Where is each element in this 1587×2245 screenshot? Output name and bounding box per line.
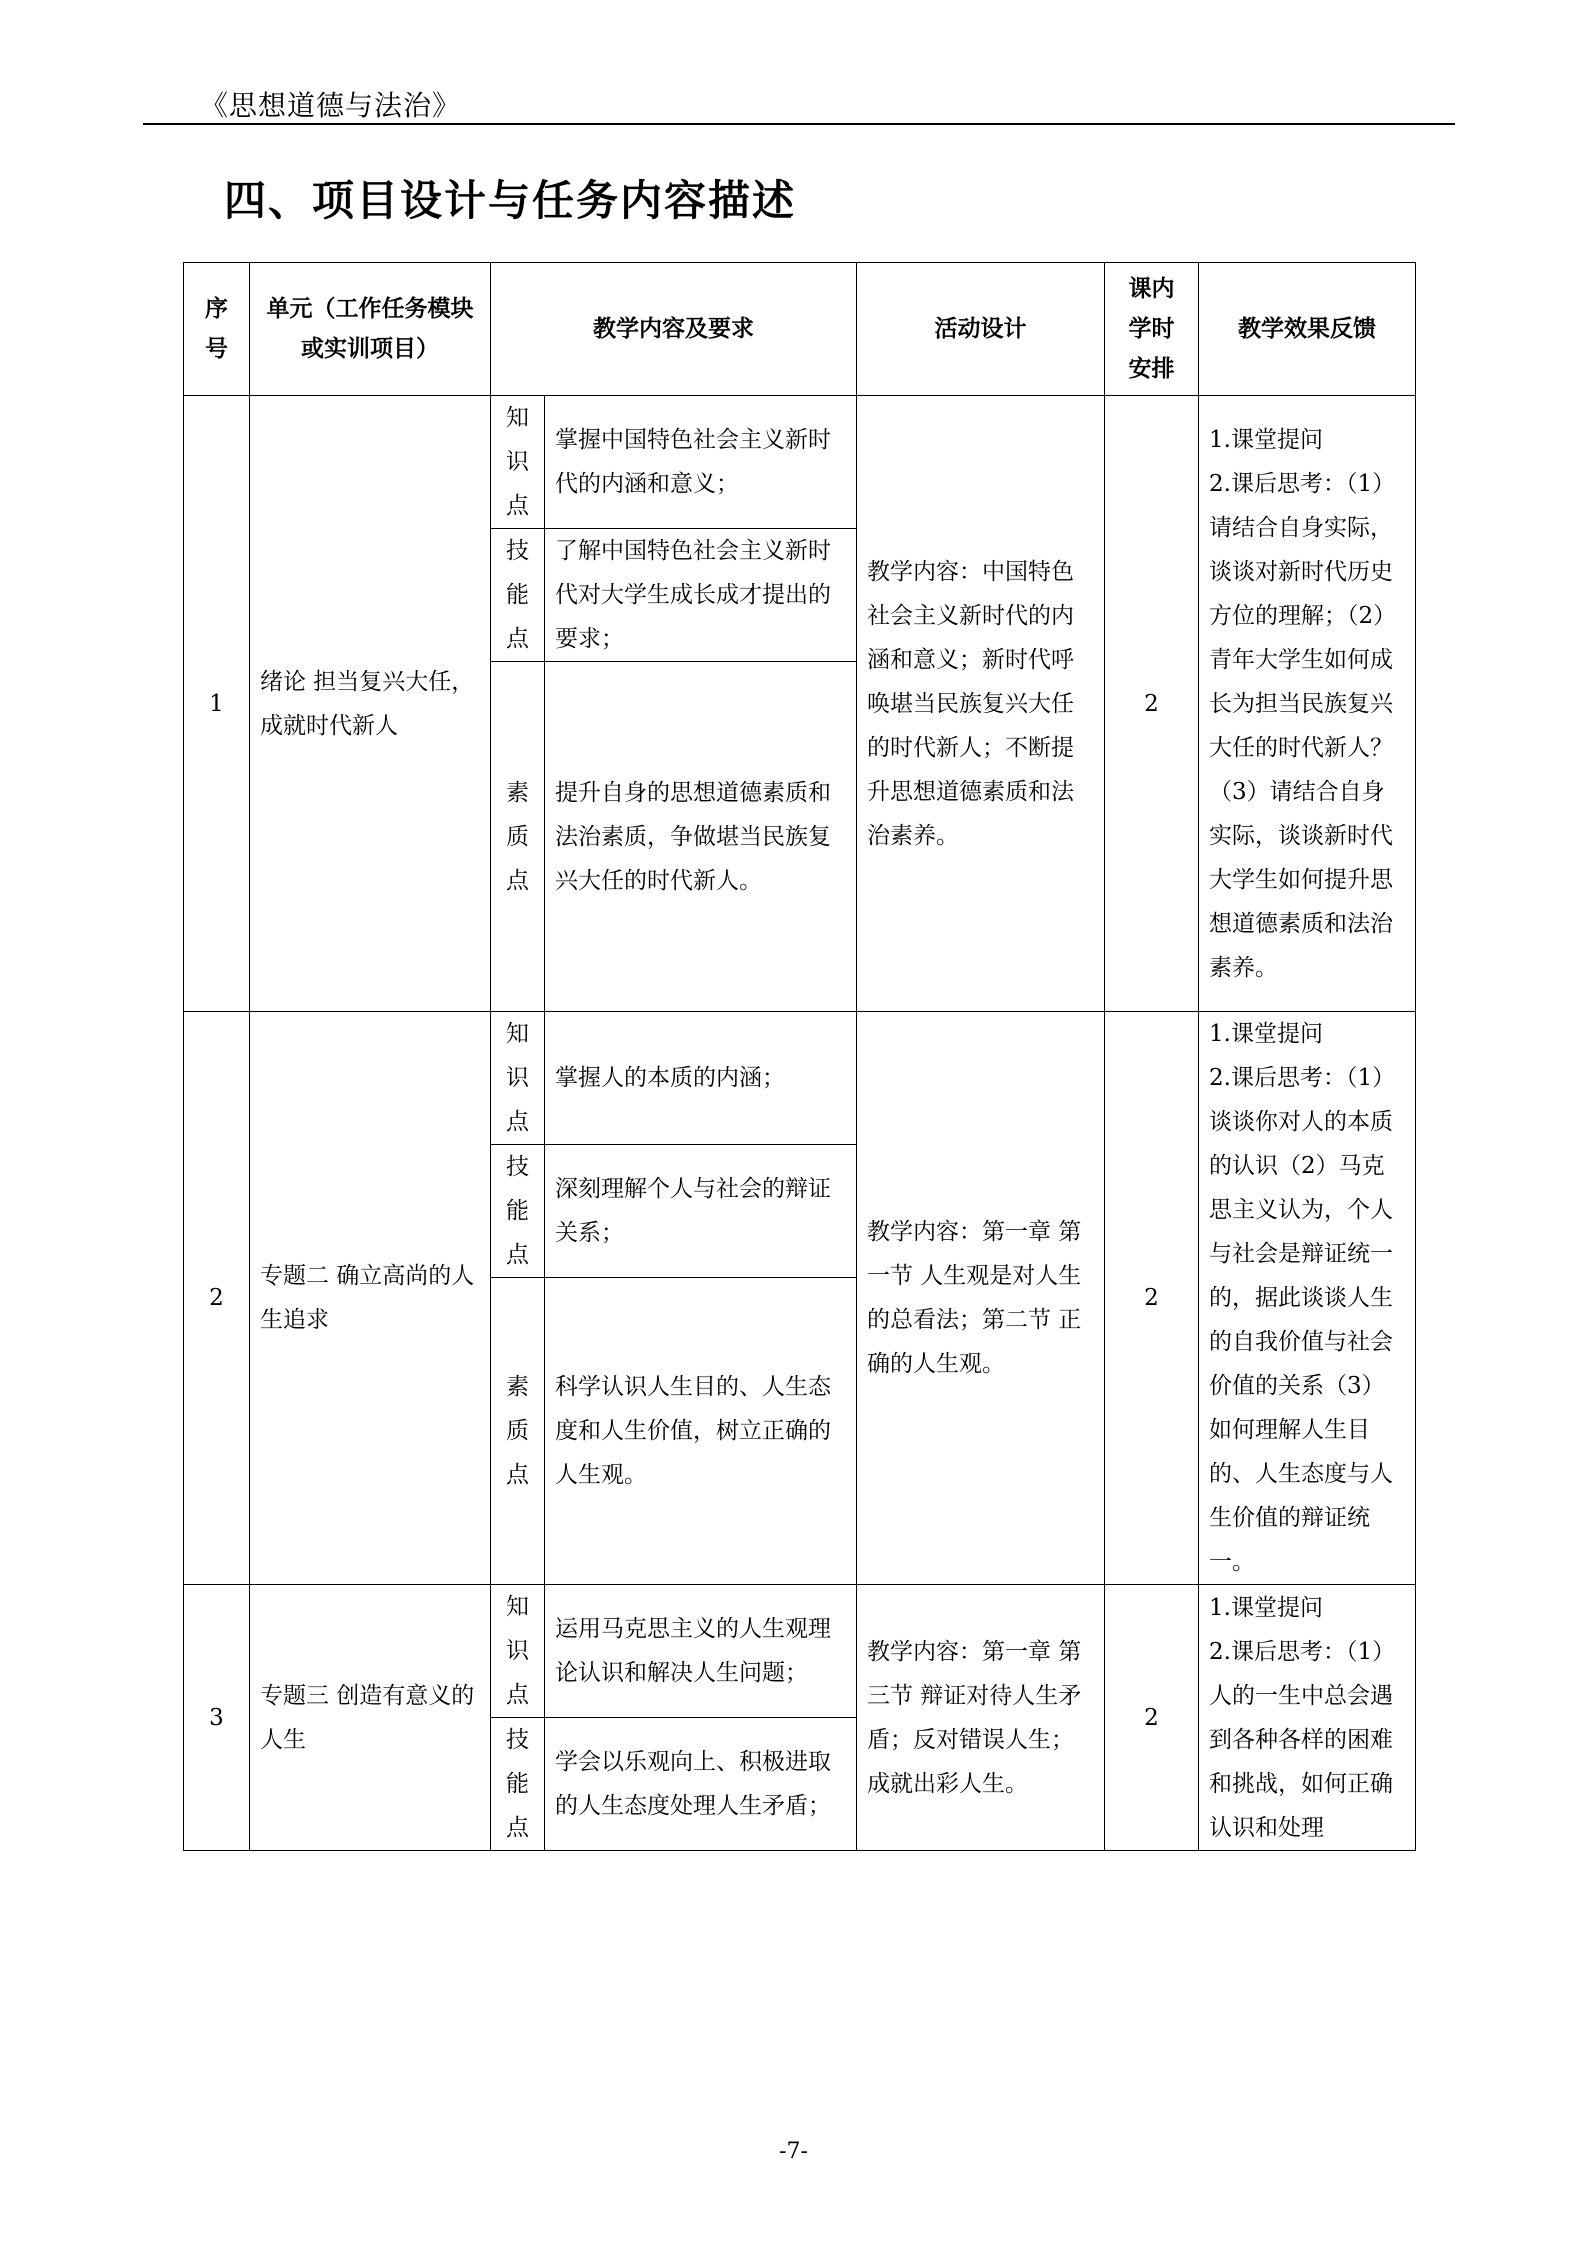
item-text: 学会以乐观向上、积极进取的人生态度处理人生矛盾； xyxy=(545,1718,857,1851)
row-hours: 2 xyxy=(1105,396,1199,1012)
row-unit: 专题二 确立高尚的人生追求 xyxy=(250,1012,491,1585)
header-seq: 序 号 xyxy=(184,263,250,396)
item-text: 科学认识人生目的、人生态度和人生价值，树立正确的人生观。 xyxy=(545,1278,857,1585)
header-hours: 课内 学时 安排 xyxy=(1105,263,1199,396)
item-text: 运用马克思主义的人生观理论认识和解决人生问题； xyxy=(545,1585,857,1718)
row-activity: 教学内容：中国特色社会主义新时代的内涵和意义；新时代呼唤堪当民族复兴大任的时代新人；不断提升思想道德素质和法治素养。 xyxy=(857,396,1105,1012)
table-row xyxy=(184,1585,1416,1718)
header-activity: 活动设计 xyxy=(857,263,1105,396)
table-row xyxy=(184,396,1416,529)
item-label: 知 识 点 xyxy=(491,1585,545,1718)
row-feedback: 1.课堂提问 2.课后思考：（1）谈谈你对人的本质的认识（2）马克思主义认为，个人与社会是辩证统一的，据此谈谈人生的自我价值与社会价值的关系（3）如何理解人生目的、人生态度与人生价值的辩证统一。 xyxy=(1199,1012,1416,1585)
item-text: 提升自身的思想道德素质和法治素质，争做堪当民族复兴大任的时代新人。 xyxy=(545,662,857,1012)
section-title: 四、项目设计与任务内容描述 xyxy=(224,176,797,225)
row-seq: 3 xyxy=(184,1585,250,1851)
item-text: 了解中国特色社会主义新时代对大学生成长成才提出的要求； xyxy=(545,529,857,662)
item-text: 掌握中国特色社会主义新时代的内涵和意义； xyxy=(545,396,857,529)
row-hours: 2 xyxy=(1105,1012,1199,1585)
item-label: 技 能 点 xyxy=(491,1145,545,1278)
row-activity: 教学内容：第一章 第三节 辩证对待人生矛盾；反对错误人生；成就出彩人生。 xyxy=(857,1585,1105,1851)
item-label: 素 质 点 xyxy=(491,1278,545,1585)
header-rule xyxy=(143,123,1455,125)
header-unit: 单元（工作任务模块 或实训项目） xyxy=(250,263,491,396)
page-number: -7- xyxy=(779,2139,808,2164)
item-label: 技 能 点 xyxy=(491,529,545,662)
table-header-row xyxy=(184,263,1416,396)
item-label: 知 识 点 xyxy=(491,1012,545,1145)
row-hours: 2 xyxy=(1105,1585,1199,1851)
row-feedback: 1.课堂提问 2.课后思考：（1）请结合自身实际，谈谈对新时代历史方位的理解；（2）青年大学生如何成长为担当民族复兴大任的时代新人？（3）请结合自身实际，谈谈新时代大学生如何提升思想道德素质和法治素养。 xyxy=(1199,396,1416,1012)
item-label: 素 质 点 xyxy=(491,662,545,1012)
project-design-table xyxy=(183,262,1416,1851)
row-feedback: 1.课堂提问 2.课后思考：（1）人的一生中总会遇到各种各样的困难和挑战，如何正确认识和处理 xyxy=(1199,1585,1416,1851)
row-seq: 2 xyxy=(184,1012,250,1585)
item-text: 深刻理解个人与社会的辩证关系； xyxy=(545,1145,857,1278)
item-label: 知 识 点 xyxy=(491,396,545,529)
row-unit: 专题三 创造有意义的人生 xyxy=(250,1585,491,1851)
row-activity: 教学内容：第一章 第一节 人生观是对人生的总看法；第二节 正确的人生观。 xyxy=(857,1012,1105,1585)
item-label: 技 能 点 xyxy=(491,1718,545,1851)
header-feedback: 教学效果反馈 xyxy=(1199,263,1416,396)
row-seq: 1 xyxy=(184,396,250,1012)
table-row xyxy=(184,1012,1416,1145)
row-unit: 绪论 担当复兴大任，成就时代新人 xyxy=(250,396,491,1012)
header-content: 教学内容及要求 xyxy=(491,263,857,396)
item-text: 掌握人的本质的内涵； xyxy=(545,1012,857,1145)
running-header: 《思想道德与法治》 xyxy=(200,89,462,122)
